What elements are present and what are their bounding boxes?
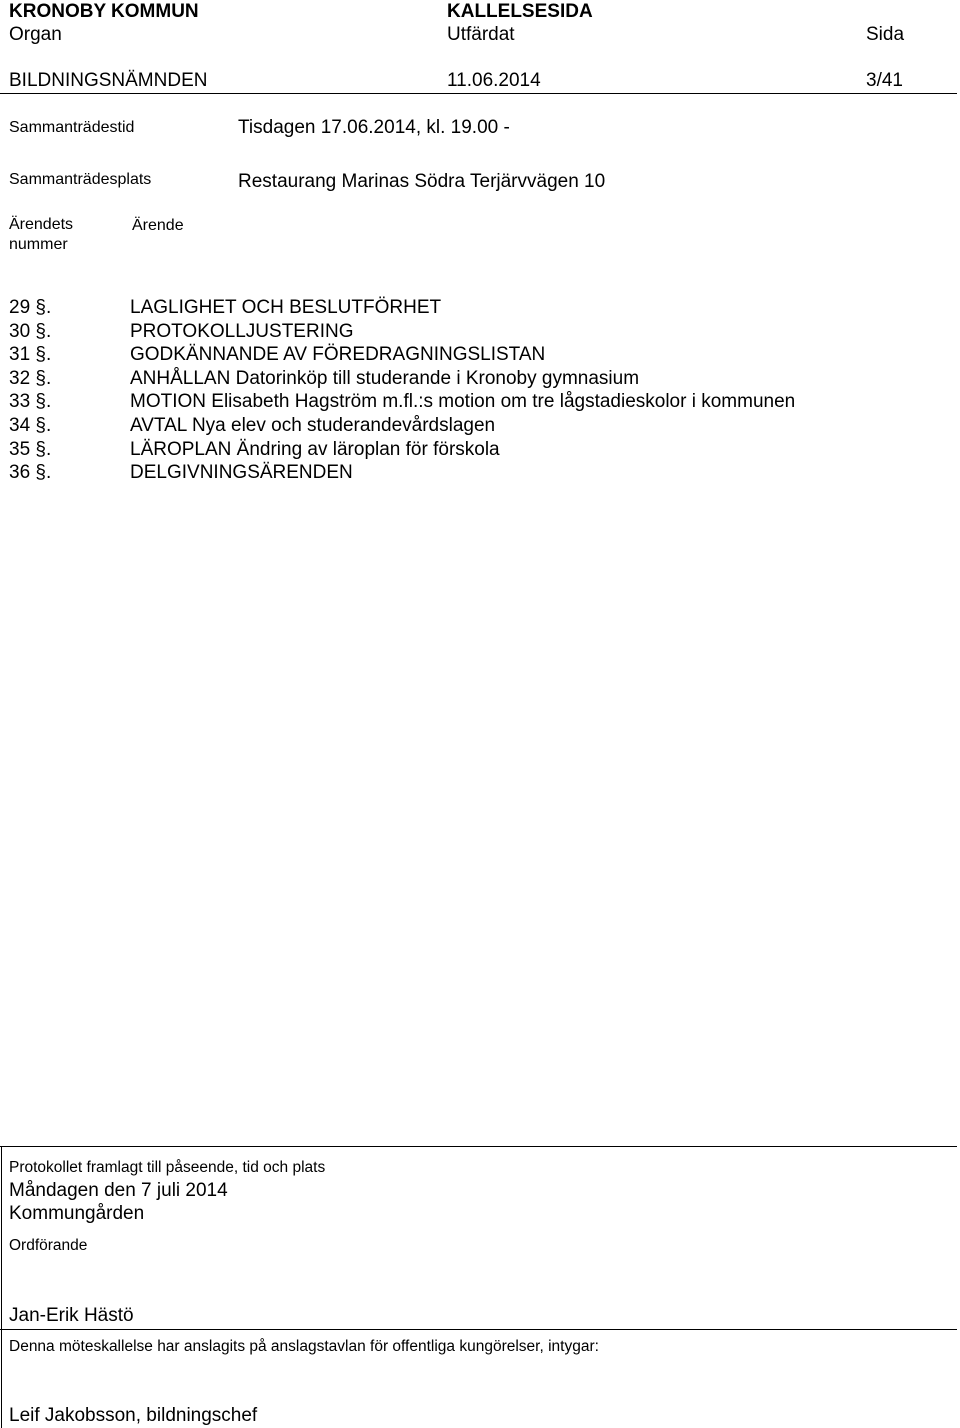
agenda-item-number: 34 §. <box>9 414 52 436</box>
agenda-item-number: 36 §. <box>9 462 52 484</box>
protocol-label: Protokollet framlagt till påseende, tid och plats <box>9 1159 326 1176</box>
agenda-item-title: PROTOKOLLJUSTERING <box>130 320 354 342</box>
footer-divider-middle <box>0 1329 957 1330</box>
agenda-item-title: ANHÅLLAN Datorinköp till studerande i Kronoby gymnasium <box>130 367 640 389</box>
agenda-item-number: 35 §. <box>9 438 52 460</box>
meeting-time-label: Sammanträdestid <box>9 119 135 136</box>
agenda-item-number: 32 §. <box>9 367 52 389</box>
municipality-name: KRONOBY KOMMUN <box>9 1 199 22</box>
agenda-item-label: Ärende <box>132 217 184 234</box>
page-label: Sida <box>866 24 905 45</box>
chair-label: Ordförande <box>9 1237 88 1254</box>
agenda-item-title: LAGLIGHET OCH BESLUTFÖRHET <box>130 297 442 318</box>
footer-border-left <box>1 1146 2 1428</box>
chair-name: Jan-Erik Hästö <box>9 1305 134 1326</box>
agenda-item-number: 30 §. <box>9 320 52 342</box>
meeting-place-label: Sammanträdesplats <box>9 171 152 188</box>
footer-divider-top <box>0 1146 957 1147</box>
protocol-date: Måndagen den 7 juli 2014 <box>9 1180 228 1201</box>
agenda-number-label-line2: nummer <box>9 236 68 253</box>
agenda-item-title: MOTION Elisabeth Hagström m.fl.:s motion om tre lågstadieskolor i kommunen <box>130 391 796 413</box>
agenda-item-number: 33 §. <box>9 391 52 413</box>
certifier-name: Leif Jakobsson, bildningschef <box>9 1405 258 1426</box>
agenda-item-number: 29 §. <box>9 297 52 318</box>
notice-text: Denna möteskallelse har anslagits på anslagstavlan för offentliga kungörelser, intygar: <box>9 1338 599 1355</box>
agenda-number-label: Ärendets <box>9 216 74 233</box>
organ-label: Organ <box>9 24 62 45</box>
issued-date: 11.06.2014 <box>447 70 541 91</box>
meeting-time-value: Tisdagen 17.06.2014, kl. 19.00 - <box>238 117 510 138</box>
organ-value: BILDNINGSNÄMNDEN <box>9 70 208 91</box>
page-number: 3/41 <box>866 70 903 91</box>
page-type-title: KALLELSESIDA <box>447 1 593 22</box>
agenda-item-title: LÄROPLAN Ändring av läroplan för förskola <box>130 438 500 460</box>
protocol-place: Kommungården <box>9 1203 145 1224</box>
agenda-item-title: AVTAL Nya elev och studerandevårdslagen <box>130 414 496 436</box>
issued-label: Utfärdat <box>447 24 515 45</box>
agenda-item-number: 31 §. <box>9 344 52 366</box>
header-divider <box>0 93 957 94</box>
agenda-item-title: GODKÄNNANDE AV FÖREDRAGNINGSLISTAN <box>130 344 546 366</box>
meeting-place-value: Restaurang Marinas Södra Terjärvvägen 10 <box>238 171 606 192</box>
agenda-item-title: DELGIVNINGSÄRENDEN <box>130 462 353 484</box>
